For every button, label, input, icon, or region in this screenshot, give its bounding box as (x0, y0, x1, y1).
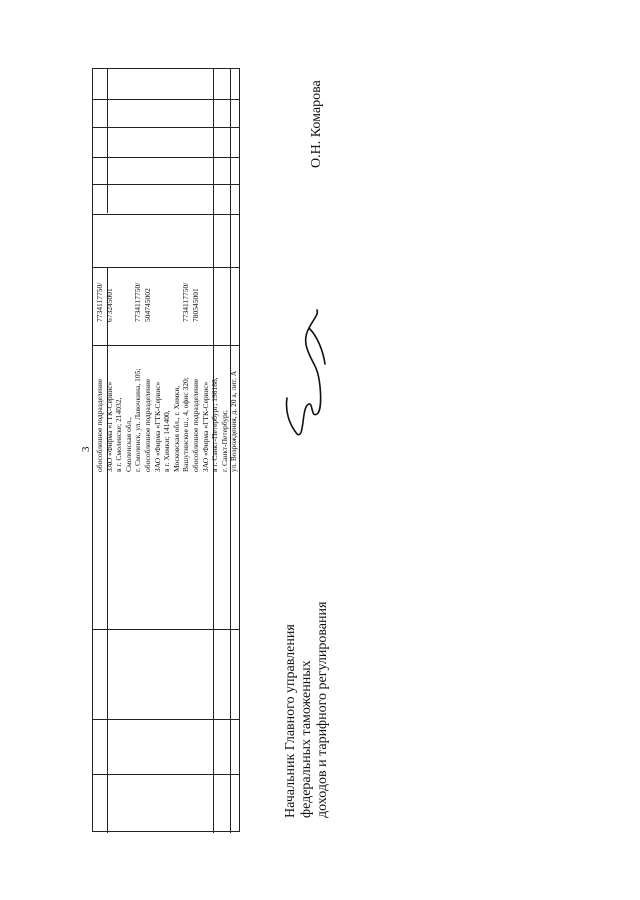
address-cell (95, 369, 239, 472)
address-line: Вашутинское ш., 4, офис 320; (181, 377, 191, 472)
table-rule (93, 719, 239, 720)
signatory-name: О.Н. Комарова (309, 80, 324, 168)
address-line: ул. Возрождения, д. 20 а, лит. А (229, 370, 239, 472)
address-line: обособленное подразделение (190, 378, 200, 472)
address-line: в г. Смоленске; 214032, (114, 397, 124, 472)
address-line: обособленное подразделение (95, 378, 104, 472)
table-rule (93, 157, 239, 158)
address-line: в г. Санкт-Петербург; 198188, (210, 377, 220, 472)
table-rule (107, 69, 108, 213)
address-line: ЗАО «Фирма «ГТК-Сервис» (152, 381, 162, 472)
table-rule (93, 99, 239, 100)
inn-kpp-line: 673245001 (104, 288, 114, 322)
table-rule (93, 214, 239, 215)
address-line: обособленное подразделение (142, 378, 152, 472)
inn-kpp-cell (95, 283, 201, 322)
address-line: г. Смоленск, ул. Лавочкина, 105; (133, 368, 143, 472)
address-line: г. Санкт-Петербург, (219, 410, 229, 472)
address-line: ЗАО «Фирма «ГТК-Сервис» (200, 381, 210, 472)
signatory-title-line: федеральных таможенных (299, 660, 314, 818)
handwritten-signature (275, 306, 335, 452)
inn-kpp-line: 504745002 (142, 288, 152, 322)
address-line: ЗАО «Фирма «ГТК-Сервис» (104, 381, 114, 472)
table-rule (93, 774, 239, 775)
address-line: в г. Химки; 141400, (162, 410, 172, 472)
table-rule (93, 127, 239, 128)
address-line: Смоленская обл., (123, 417, 133, 472)
table-rule (93, 267, 239, 268)
table-rule (93, 345, 239, 346)
signatory-title-line: доходов и тарифного регулирования (315, 601, 330, 818)
table-rule (107, 267, 108, 833)
signatory-title (283, 602, 331, 818)
inn-kpp-line: 7734117750/ (181, 282, 191, 322)
table-rule (93, 629, 239, 630)
table-rule (93, 184, 239, 185)
inn-kpp-line: 7734117750/ (133, 282, 143, 322)
page-number: 3 (80, 446, 92, 452)
signatory-title-line: Начальник Главного управления (283, 624, 298, 818)
inn-kpp-line: 780545001 (190, 288, 200, 322)
address-line: Московская обл., г. Химки, (171, 385, 181, 472)
inn-kpp-line: 7734117750/ (95, 282, 104, 322)
